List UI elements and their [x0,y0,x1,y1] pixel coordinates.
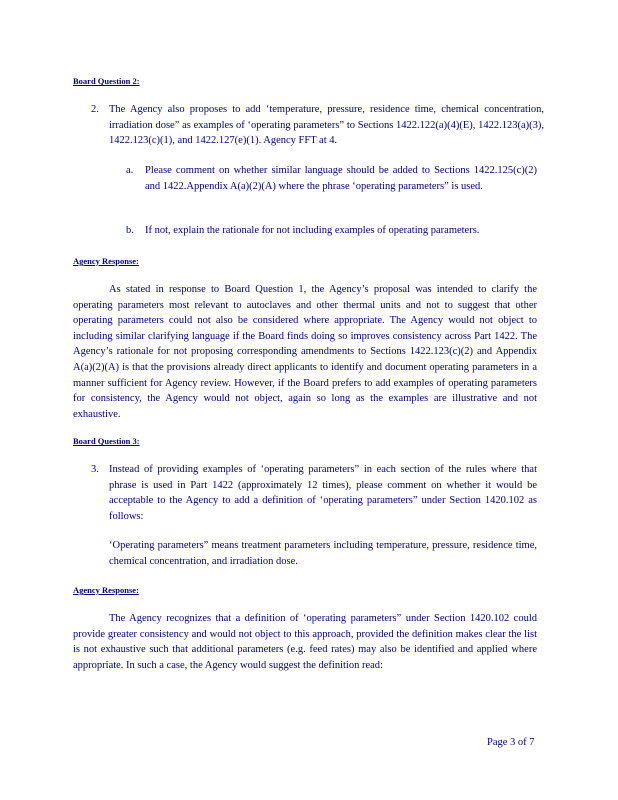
page-number: Page 3 of 7 [487,737,535,748]
board-question-3-heading: Board Question 3: [73,436,140,446]
question-2b-text: If not, explain the rationale for not including examples of operating parameters. [145,225,480,236]
question-3-number: 3. [91,464,99,475]
question-3-text: Instead of providing examples of ‘operating parameters” in each section of the rules where that phrase is used in Part 1422 (approximately 12 times), please comment on whether it would be acceptable to the Agency to add a definition of ‘operating parameters” under Section 1420.102 as follows: [109,464,537,522]
agency-response-2-heading: Agency Response: [73,585,139,595]
board-question-2-heading: Board Question 2: [73,76,140,86]
question-2a-label: a. [126,165,134,176]
agency-response-1-text: As stated in response to Board Question 1, the Agency’s proposal was intended to clarify the operating parameters most relevant to autoclaves and other thermal units and not to suggest that other operating parameters could not also be considered where appropriate. The Agency would not object to including similar clarifying language if the Board finds doing so improves consistency across Part 1422. The Agency’s rationale for not proposing corresponding amendments to Sections 1422.123(c)(2) and Appendix A(a)(2)(A) is that the provisions already direct applicants to identify and document operating parameters in a manner sufficient for Agency review. However, if the Board prefers to add examples of operating parameters for consistency, the Agency would not object, again so long as the examples are illustrative and not exhaustive. [73,284,537,420]
question-2-number: 2. [91,104,99,115]
agency-response-2-text: The Agency recognizes that a definition of ‘operating parameters” under Section 1420.102 could provide greater consistency and would not object to this approach, provided the definition makes clear the list is not exhaustive such that additional parameters (e.g. feed rates) may also be identified and applied where appropriate. In such a case, the Agency would suggest the definition read: [73,613,537,671]
question-2a-text: Please comment on whether similar language should be added to Sections 1422.125(c)(2) and 1422.Appendix A(a)(2)(A) where the phrase ‘operating parameters” is used. [145,165,537,192]
question-2-text: The Agency also proposes to add ‘temperature, pressure, residence time, chemical concentration, irradiation dose” as examples of ‘operating parameters” to Sections 1422.122(a)(4)(E), 1422.123(a)(3), 1422.123(c)(1), and 1422.127(e)(1). Agency FFT at 4. [109,104,544,147]
question-3-definition: ‘Operating parameters” means treatment parameters including temperature, pressure, residence time, chemical concentration, and irradiation dose. [109,540,537,567]
agency-response-1-heading: Agency Response: [73,256,139,266]
question-2b-label: b. [126,225,134,236]
